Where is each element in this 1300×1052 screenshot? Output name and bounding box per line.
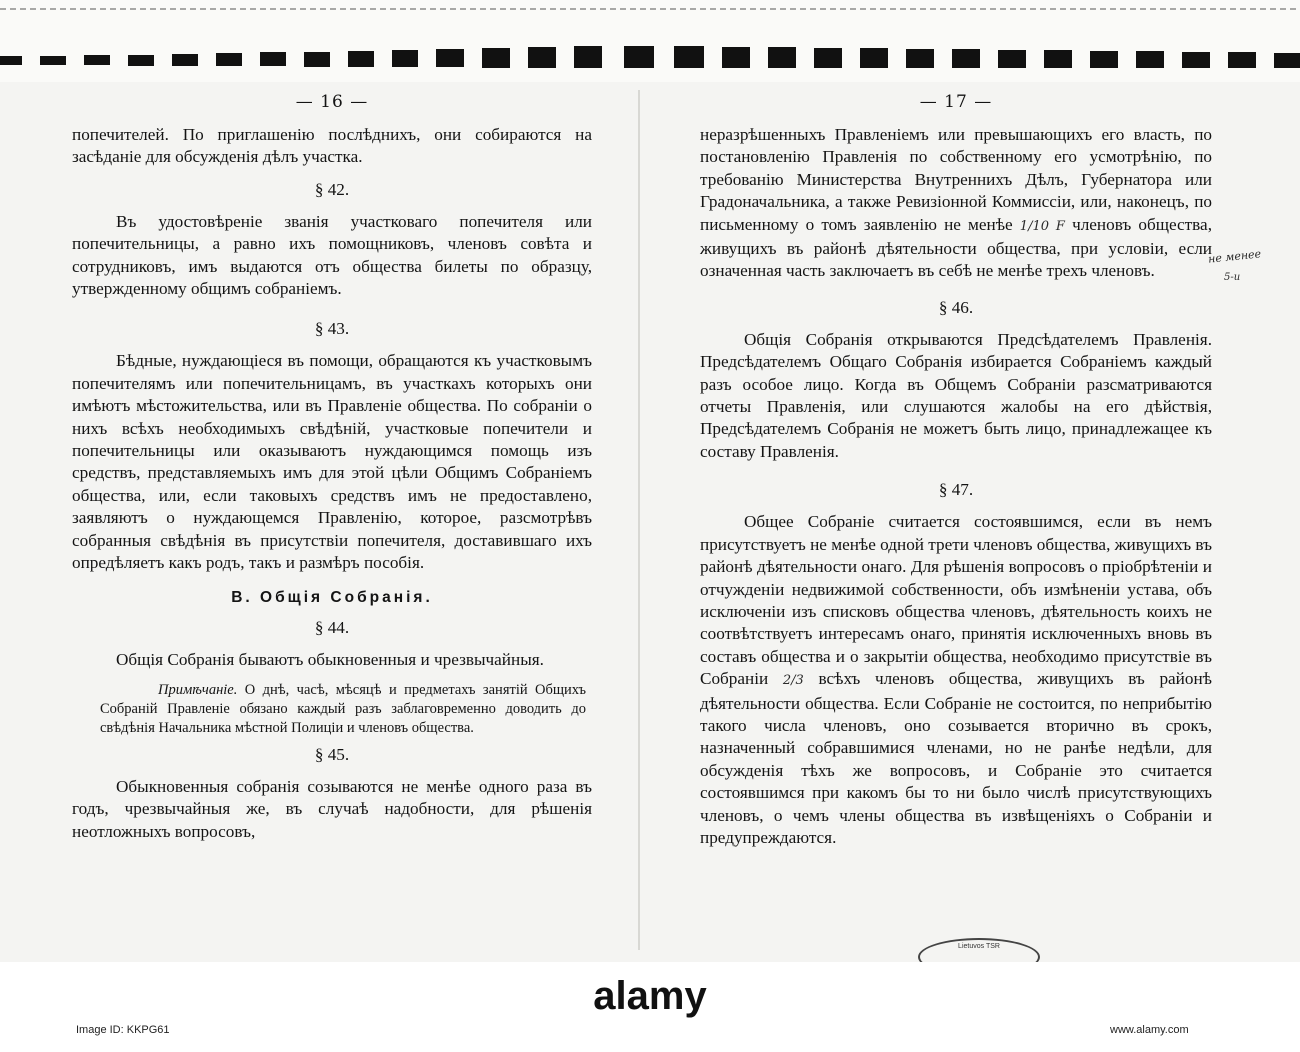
handwritten-margin-note: 5-и <box>1224 272 1241 283</box>
section-43: § 43. <box>314 319 350 339</box>
paragraph: Въ удостовѣреніе званія участковаго попечителя или попечительницы, а равно ихъ помощниковъ, членовъ совѣта и сотрудниковъ, имъ выдаются отъ общества билеты по образцу, утвержденному общимъ собраніемъ. <box>72 211 592 299</box>
spiral-binding <box>0 44 1300 74</box>
right-page <box>700 92 1212 849</box>
handwritten-margin-note: не менее <box>1207 247 1262 266</box>
section-45: § 45. <box>314 744 350 764</box>
paragraph: попечителей. По приглашенію послѣднихъ, они собираются на засѣданіе для обсужденія дѣлъ участка. <box>72 125 592 167</box>
alamy-logo: alamy <box>593 974 707 1018</box>
page-number-17: — 17 — <box>919 92 993 112</box>
paragraph: Общія Собранія бываютъ обыкновенныя и чрезвычайныя. <box>116 649 544 669</box>
handwritten-fraction: 1/10 F <box>1019 218 1065 234</box>
handwritten-fraction: 2/3 <box>782 673 804 689</box>
section-44: § 44. <box>314 617 350 637</box>
left-page <box>72 92 592 843</box>
site-url: www.alamy.com <box>1110 1024 1189 1036</box>
paragraph: Обыкновенныя собранія созываются не менѣе одного раза въ годъ, чрезвычайныя же, въ случаѣ надобности, для рѣшенія неотложныхъ вопросовъ, <box>72 776 592 841</box>
top-dashed-line <box>0 8 1300 10</box>
chapter-heading: В. Общія Собранія. <box>231 588 433 606</box>
paragraph-text: неразрѣшенныхъ Правленіемъ или превышающихъ его власть, по постановленію Правленія по собственному его усмотрѣнію, по требованію Министерства Внутреннихъ Дѣлъ, Губернатора или Градоначальника, а также Ревизіонной Коммиссіи, или, наконецъ, по письменному о томъ заявленію не менѣе <box>700 125 1212 234</box>
page-gutter <box>638 90 640 950</box>
section-42: § 42. <box>314 179 350 199</box>
note-text: О днѣ, часѣ, мѣсяцѣ и предметахъ занятій Общихъ Собраній Правленіе обязано каждый разъ заблаговременно доводить до свѣдѣнія Начальника мѣстной Полиціи и членовъ общества. <box>100 681 586 736</box>
section-47: § 47. <box>938 480 974 500</box>
note-label: Примѣчаніе. <box>158 681 238 698</box>
paragraph <box>700 124 1212 283</box>
section-46: § 46. <box>938 297 974 317</box>
paragraph-text: всѣхъ членовъ общества, живущихъ въ районѣ дѣятельности общества. Если Собраніе не состоится, по неприбытію такого числа членовъ, оно созывается вторично въ срокъ, назначенный собравшимися членами, но не ранѣе недѣли, для обсужденія тѣхъ же вопросовъ, и Собраніе это считается состоявшимся при какомъ бы то ни было числѣ присутствующихъ членовъ, о чемъ члены общества въ извѣщеніяхъ о Собраніи и предупреждаются. <box>700 669 1212 847</box>
note <box>100 681 586 738</box>
image-id: Image ID: KKPG61 <box>76 1024 170 1036</box>
paragraph-text: членовъ общества, живущихъ въ районѣ дѣятельности общества, при условіи, если означенная часть заключаетъ въ себѣ не менѣе трехъ членовъ. <box>700 214 1212 281</box>
paragraph: Общія Собранія открываются Предсѣдателемъ Правленія. Предсѣдателемъ Общаго Собранія избирается Собраніемъ каждый разъ особое лицо. Когда въ Общемъ Собраніи разсматриваются отчеты Правленія, или слушаются жалобы на его дѣйствія, Предсѣдателемъ Собранія не можетъ быть лицо, принадлежащее къ составу Правленія. <box>700 329 1212 461</box>
library-stamp: Lietuvos TSR <box>918 938 1040 962</box>
paragraph: Бѣдные, нуждающіеся въ помощи, обращаются къ участковымъ попечителямъ или попечительницамъ, въ участкахъ которыхъ они имѣютъ мѣстожительства, или въ Правленіе общества. По собраніи о нихъ всѣхъ необходимыхъ свѣдѣній, участковые попечители и попечительницы или оказываютъ нуждающимся помощь изъ средствъ, представляемыхъ имъ для этой цѣли Общимъ Собраніемъ общества, или, если таковыхъ средствъ имъ не предоставлено, заявляютъ о нуждающемся Правленію, которое, разсмотрѣвъ собранныя свѣдѣнія въ присутствіи попечителя, доставившаго ихъ опредѣляетъ какъ родъ, такъ и размѣръ пособія. <box>72 351 592 573</box>
paragraph <box>700 511 1212 849</box>
page-number-16: — 16 — <box>295 92 369 112</box>
stock-footer <box>0 962 1300 1052</box>
paragraph-text: Общее Собраніе считается состоявшимся, если въ немъ присутствуетъ не менѣе одной трети членовъ общества, живущихъ въ районѣ дѣятельности онаго. Для рѣшенія вопросовъ о пріобрѣтеніи и отчужденіи недвижимой собственности, объ измѣненіи устава, объ исключеніи изъ списковъ общества членовъ, дѣятельность коихъ не соотвѣтствуетъ интересамъ онаго, принятія исключенныхъ вновь въ составъ общества и о закрытіи общества, необходимо присутствіе въ Собраніи <box>700 512 1212 689</box>
